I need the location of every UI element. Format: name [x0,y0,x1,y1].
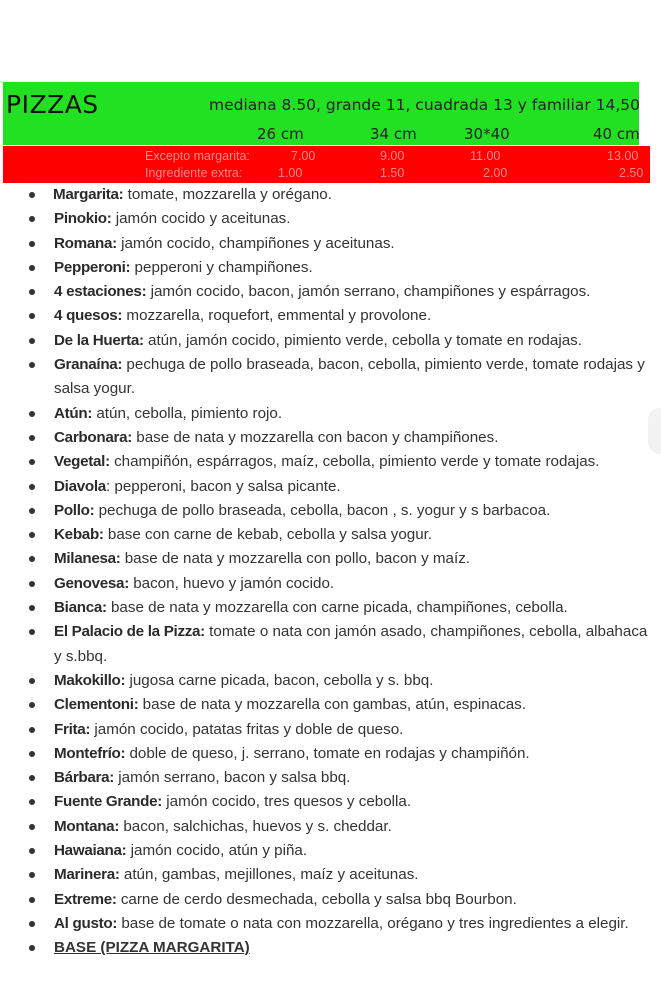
bullet-icon [29,727,35,733]
pizza-name: Granaína: [54,356,123,374]
bullet-icon [29,556,35,562]
pizza-name: Frita: [54,720,91,738]
pizza-ingredients: jamón cocido, patatas fritas y doble de queso. [90,720,404,738]
bullet-icon [29,532,35,538]
pizza-ingredients: champiñón, espárragos, maíz, cebolla, pimiento verde y tomate rodajas. [109,453,600,471]
extra-ingredient-label: Ingrediente extra: [145,166,243,180]
pizza-ingredients: pechuga de pollo braseada, bacon, cebolla, pimiento verde, tomate rodajas y salsa yogur. [54,356,645,398]
price-line: mediana 8.50, grande 11, cuadrada 13 y familiar 14,50 [209,96,641,114]
list-item [0,912,661,936]
pizza-ingredients: tomate o nata con jamón asado, champiñones, cebolla, albahaca y s.bbq. [54,623,648,665]
pizza-ingredients: atún, cebolla, pimiento rojo. [92,404,283,422]
list-item [0,547,661,571]
bullet-icon [29,945,35,951]
pizza-ingredients: bacon, huevo y jamón cocido. [128,574,335,592]
list-item [0,596,661,620]
pizza-name: Montana: [54,817,120,835]
pizza-name: Atún: [54,404,93,422]
list-item [0,936,661,960]
pizza-ingredients: jamón cocido, bacon, jamón serrano, champiñones y espárragos. [146,283,591,301]
size-40: 40 cm [593,125,640,143]
bullet-icon [29,338,35,344]
pizza-name: Romana: [54,234,117,252]
except-margarita-price-26: 7.00 [291,149,316,163]
list-item [0,693,661,717]
bullet-icon [29,848,35,854]
bullet-icon [29,702,35,708]
extra-ingredient-price-40: 2.50 [619,166,644,180]
bullet-icon [29,192,35,198]
pizza-ingredients: base de tomate o nata con mozzarella, orégano y tres ingredientes a elegir. [117,914,629,932]
pizza-ingredients: jamón serrano, bacon y salsa bbq. [114,769,351,787]
list-item [0,402,661,426]
bullet-icon [29,313,35,319]
pizza-ingredients: base de nata y mozzarella con carne picada, champiñones, cebolla. [106,599,568,617]
bullet-icon [29,897,35,903]
pizza-name: 4 quesos: [54,307,123,325]
pizza-name: Bárbara: [54,769,115,787]
list-item [0,450,661,474]
pizza-name: El Palacio de la Pizza: [54,623,205,641]
pizza-name: Hawaiana: [54,842,127,860]
bullet-icon [29,824,35,830]
bullet-icon [29,678,35,684]
pizza-ingredients: atún, gambas, mejillones, maíz y aceitunas. [119,866,419,884]
bullet-icon [29,751,35,757]
list-item [0,426,661,450]
list-item [0,888,661,912]
bullet-icon [29,508,35,514]
base-pizza-heading: BASE (PIZZA MARGARITA) [54,939,250,957]
pizza-ingredients: jamón cocido y aceitunas. [111,210,291,228]
size-34: 34 cm [370,125,417,143]
list-item [0,839,661,863]
pizza-name: Carbonara: [54,428,133,446]
pizza-name: Bianca: [54,599,107,617]
bullet-icon [29,411,35,417]
size-26: 26 cm [257,125,304,143]
bullet-icon [29,484,35,490]
list-item [0,183,661,207]
list-item [0,718,661,742]
list-item [0,669,661,693]
pizza-ingredients: doble de queso, j. serrano, tomate en rodajas y champiñón. [125,744,530,762]
pizza-ingredients: jamón cocido, champiñones y aceitunas. [116,234,395,252]
pizza-ingredients: carne de cerdo desmechada, cebolla y salsa bbq Bourbon. [116,890,517,908]
list-item [0,863,661,887]
list-item [0,256,661,280]
pizza-ingredients: mozzarella, roquefort, emmental y provolone. [122,307,432,325]
list-item [0,572,661,596]
pizza-list [0,183,661,961]
bullet-icon [29,605,35,611]
size-30x40: 30*40 [464,125,510,143]
pizza-name: Pepperoni: [54,258,131,276]
pizza-name: Fuente Grande: [54,793,163,811]
pizza-ingredients: jamón cocido, atún y piña. [126,842,308,860]
list-item [0,207,661,231]
list-item [0,304,661,328]
list-item [0,766,661,790]
bullet-icon [29,581,35,587]
bullet-icon [29,459,35,465]
pizza-name: Marinera: [54,866,120,884]
list-item [0,280,661,304]
bullet-icon [29,216,35,222]
pizza-ingredients: tomate, mozzarella y orégano. [123,186,332,203]
pizza-ingredients: pepperoni y champiñones. [130,258,313,276]
list-item [0,815,661,839]
pizza-ingredients: pechuga de pollo braseada, cebolla, bacon , s. yogur y s barbacoa. [94,501,551,519]
list-item [0,620,661,669]
bullet-icon [29,265,35,271]
pizza-ingredients: : pepperoni, bacon y salsa picante. [105,477,341,495]
bullet-icon [29,241,35,247]
extra-prices-band [3,146,650,183]
pizza-ingredients: jamón cocido, tres quesos y cebolla. [162,793,412,811]
pizza-ingredients: jugosa carne picada, bacon, cebolla y s. bbq. [125,671,434,689]
pizza-name: Clementoni: [54,696,139,714]
list-item [0,523,661,547]
extra-ingredient-price-30x40: 2.00 [483,166,508,180]
list-item [0,329,661,353]
pizza-name: Milanesa: [54,550,121,568]
pizza-name: De la Huerta: [54,331,144,349]
bullet-icon [29,362,35,368]
extra-ingredient-price-34: 1.50 [380,166,405,180]
pizza-name: Extreme: [54,890,117,908]
except-margarita-price-30x40: 11.00 [470,149,501,163]
pizza-name: Margarita: [53,186,124,203]
pizza-ingredients: base de nata y mozzarella con pollo, bacon y maíz. [120,550,471,568]
list-item [0,499,661,523]
bullet-icon [29,775,35,781]
except-margarita-price-40: 13.00 [607,149,639,163]
bullet-icon [29,799,35,805]
section-title: PIZZAS [6,90,99,119]
pizzas-header-band [3,82,639,145]
pizza-ingredients: base de nata y mozzarella con bacon y champiñones. [132,428,499,446]
bullet-icon [29,872,35,878]
bullet-icon [29,921,35,927]
pizza-ingredients: atún, jamón cocido, pimiento verde, cebolla y tomate en rodajas. [143,331,582,349]
bullet-icon [29,289,35,295]
pizza-name: Pinokio: [54,210,112,228]
pizza-ingredients: base de nata y mozzarella con gambas, atún, espinacas. [138,696,526,714]
pizza-ingredients: base con carne de kebab, cebolla y salsa yogur. [103,526,433,544]
bullet-icon [29,629,35,635]
pizza-name: Vegetal: [54,453,110,471]
pizza-name: Pollo: [54,501,95,519]
extra-ingredient-price-26: 1.00 [278,166,303,180]
pizza-ingredients: bacon, salchichas, huevos y s. cheddar. [119,817,392,835]
pizza-name: 4 estaciones: [54,283,147,301]
pizza-name: Diavola [54,477,106,495]
list-item [0,742,661,766]
list-item [0,353,661,402]
pizza-name: Genovesa: [54,574,129,592]
except-margarita-label: Excepto margarita: [145,149,250,163]
pizza-name: Montefrío: [54,744,126,762]
list-item [0,232,661,256]
pizza-name: Makokillo: [54,671,126,689]
pizza-name: Al gusto: [54,914,118,932]
except-margarita-price-34: 9.00 [380,149,405,163]
scroll-handle[interactable] [648,408,661,454]
list-item [0,790,661,814]
pizza-name: Kebab: [54,526,104,544]
list-item [0,475,661,499]
bullet-icon [29,435,35,441]
